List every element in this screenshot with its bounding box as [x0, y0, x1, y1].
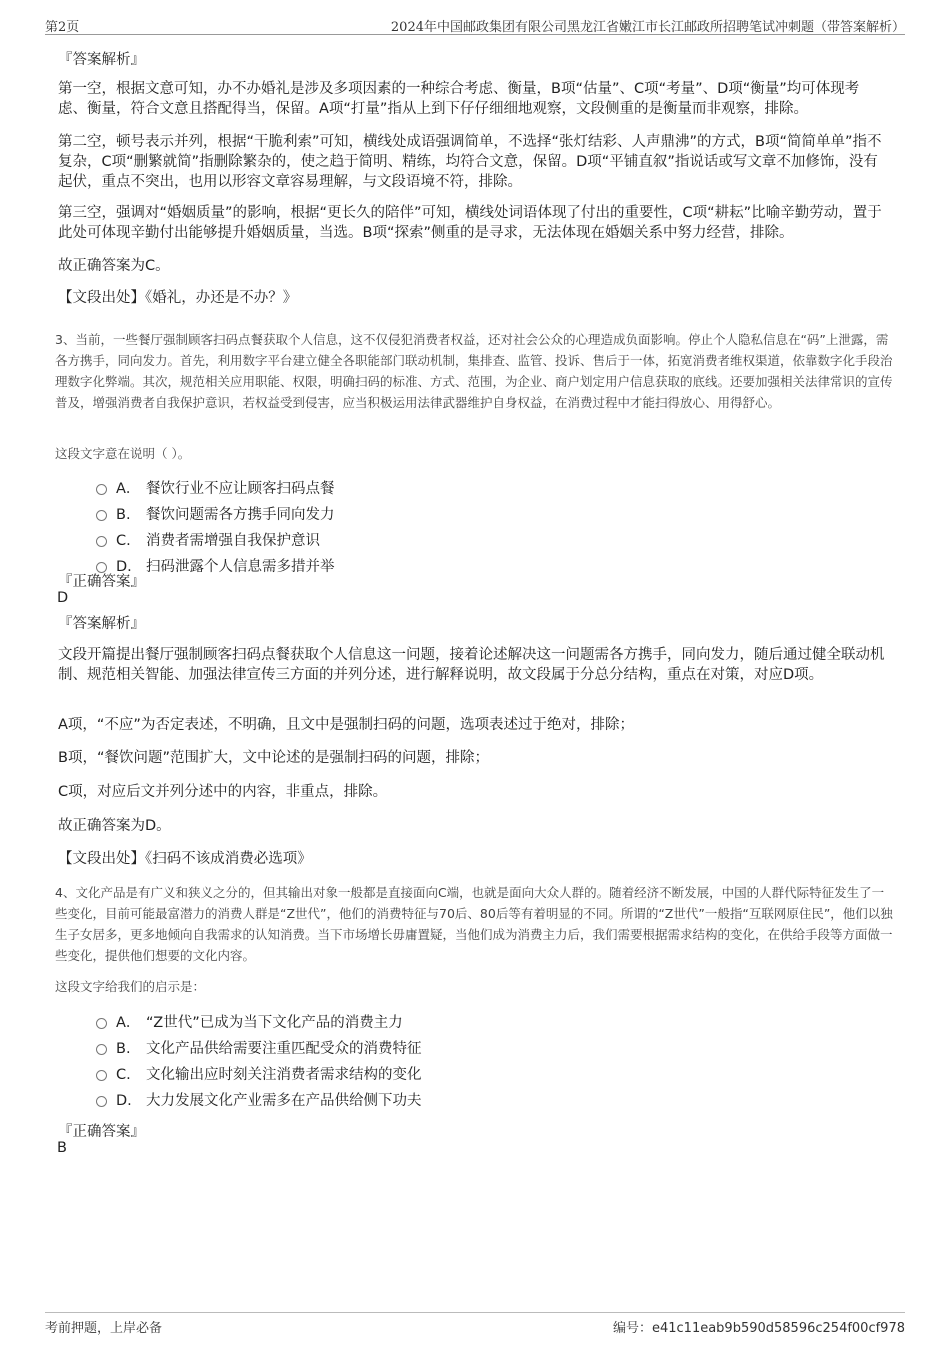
radio-icon[interactable]	[96, 1018, 107, 1029]
option-letter: B.	[116, 1041, 131, 1057]
option-letter: C.	[116, 1067, 131, 1083]
option-text: 文化产品供给需要注重匹配受众的消费特征	[146, 1041, 422, 1057]
q3-question: 这段文字意在说明（ ）。	[55, 446, 191, 461]
q3-option-b[interactable]	[96, 504, 335, 526]
q4-question: 这段文字给我们的启示是：	[55, 979, 206, 994]
q3-analysis-label: 『答案解析』	[58, 616, 145, 632]
q4-option-b[interactable]	[96, 1038, 422, 1060]
q3-stem: 3、当前，一些餐厅强制顾客扫码点餐获取个人信息，这不仅侵犯消费者权益，还对社会公众的心理造成负面影响。停止个人隐私信息在“码”上泄露，需各方携手，同向发力。首先，利用数字平台建立健全各职能部门联动机制，集排查、监管、投诉、售后于一体，拓宽消费者维权渠道，依靠数字化手段治理数字化弊端。其次，规范相关应用职能、权限，明确扫码的标准、方式、范围，为企业、商户划定用户信息获取的底线。还要加强相关法律常识的宣传普及，增强消费者自我保护意识，若权益受到侵害，应当积极运用法律武器维护自身权益，在消费过程中才能扫得放心、用得舒心。	[55, 332, 893, 410]
q4-option-d[interactable]	[96, 1090, 422, 1112]
q3-analysis-c: C项，对应后文并列分述中的内容，非重点，排除。	[58, 784, 388, 800]
q2-analysis-p1: 第一空，根据文意可知，办不办婚礼是涉及多项因素的一种综合考虑、衡量，B项“估量”、C项“考量”、D项“衡量”均可体现考虑、衡量，符合文意且搭配得当，保留。A项“打量”指从上到下仔仔细细地观察，文段侧重的是衡量而非观察，排除。	[58, 81, 860, 117]
option-letter: A．	[116, 1015, 141, 1031]
document-id: 编号：e41c11eab9b590d58596c254f00cf978	[612, 1321, 905, 1336]
q2-conclusion: 故正确答案为C。	[58, 258, 170, 274]
option-text: 文化输出应时刻关注消费者需求结构的变化	[146, 1067, 422, 1083]
option-letter: A．	[116, 481, 141, 497]
radio-icon[interactable]	[96, 1070, 107, 1081]
radio-icon[interactable]	[96, 536, 107, 547]
q2-analysis-p3: 第三空，强调对“婚姻质量”的影响，根据“更长久的陪伴”可知，横线处词语体现了付出的重要性，C项“耕耘”比喻辛勤劳动，置于此处可体现辛勤付出能够提升婚姻质量，当选。B项“探索”侧重的是寻求，无法体现在婚姻关系中努力经营，排除。	[58, 205, 882, 241]
document-title: 2024年中国邮政集团有限公司黑龙江省嫩江市长江邮政所招聘笔试冲刺题（带答案解析）	[390, 20, 905, 35]
q3-option-c[interactable]	[96, 530, 320, 552]
q3-analysis-b: B项，“餐饮问题”范围扩大，文中论述的是强制扫码的问题，排除；	[58, 750, 489, 766]
q3-analysis-p1: 文段开篇提出餐厅强制顾客扫码点餐获取个人信息这一问题，接着论述解决这一问题需各方携手，同向发力，随后通过健全联动机制、规范相关智能、加强法律宣传三方面的并列分述，进行解释说明，故文段属于分总分结构，重点在对策，对应D项。	[58, 647, 885, 683]
q3-answer: D	[57, 590, 69, 606]
option-letter: D.	[116, 1093, 132, 1109]
option-text: 消费者需增强自我保护意识	[146, 533, 320, 549]
q2-analysis-label: 『答案解析』	[58, 52, 145, 68]
option-text: 餐饮行业不应让顾客扫码点餐	[146, 481, 335, 497]
q4-stem: 4、文化产品是有广义和狭义之分的，但其输出对象一般都是直接面向C端，也就是面向大众人群的。随着经济不断发展，中国的人群代际特征发生了一些变化，目前可能最富潜力的消费人群是“Z世代”，他们的消费特征与70后、80后等有着明显的不同。所谓的“Z世代”一般指“互联网原住民”，他们以独生子女居多，更多地倾向自我需求的认知消费。当下市场增长毋庸置疑，当他们成为消费主力后，我们需要根据需求结构的变化，在供给手段等方面做一些变化，提供他们想要的文化内容。	[55, 885, 893, 963]
q4-correct-label: 『正确答案』	[58, 1124, 145, 1140]
radio-icon[interactable]	[96, 1044, 107, 1055]
page-header	[45, 14, 905, 35]
radio-icon[interactable]	[96, 510, 107, 521]
option-text: 扫码泄露个人信息需多措并举	[146, 559, 335, 575]
page-footer	[45, 1312, 905, 1335]
option-text: 餐饮问题需各方携手同向发力	[146, 507, 335, 523]
option-letter: C.	[116, 533, 131, 549]
q4-option-c[interactable]	[96, 1064, 422, 1086]
radio-icon[interactable]	[96, 484, 107, 495]
footer-slogan: 考前押题，上岸必备	[45, 1321, 163, 1336]
q3-option-a[interactable]	[96, 478, 335, 500]
q4-option-a[interactable]	[96, 1012, 403, 1034]
option-letter: B.	[116, 507, 131, 523]
q3-correct-label: 『正确答案』	[58, 574, 145, 590]
q2-source: 【文段出处】《婚礼，办还是不办？》	[58, 290, 298, 306]
page-number: 第2页	[45, 20, 80, 35]
q3-conclusion: 故正确答案为D。	[58, 818, 171, 834]
q4-answer: B	[57, 1140, 67, 1156]
option-text: 大力发展文化产业需多在产品供给侧下功夫	[146, 1093, 422, 1109]
q3-source: 【文段出处】《扫码不该成消费必选项》	[58, 851, 312, 867]
radio-icon[interactable]	[96, 1096, 107, 1107]
option-text: “Z世代”已成为当下文化产品的消费主力	[146, 1015, 403, 1031]
q3-analysis-a: A项，“不应”为否定表述，不明确，且文中是强制扫码的问题，选项表述过于绝对，排除；	[58, 717, 634, 733]
option-letter: D.	[116, 559, 132, 575]
q2-analysis-p2: 第二空，顿号表示并列，根据“干脆利索”可知，横线处成语强调简单，不选择“张灯结彩、人声鼎沸”的方式，B项“简简单单”指不复杂，C项“删繁就简”指删除繁杂的，使之趋于简明、精练，均符合文意，保留。D项“平铺直叙”指说话或写文章不加修饰，没有起伏，重点不突出，也用以形容文章容易理解，与文段语境不符，排除。	[58, 134, 882, 190]
